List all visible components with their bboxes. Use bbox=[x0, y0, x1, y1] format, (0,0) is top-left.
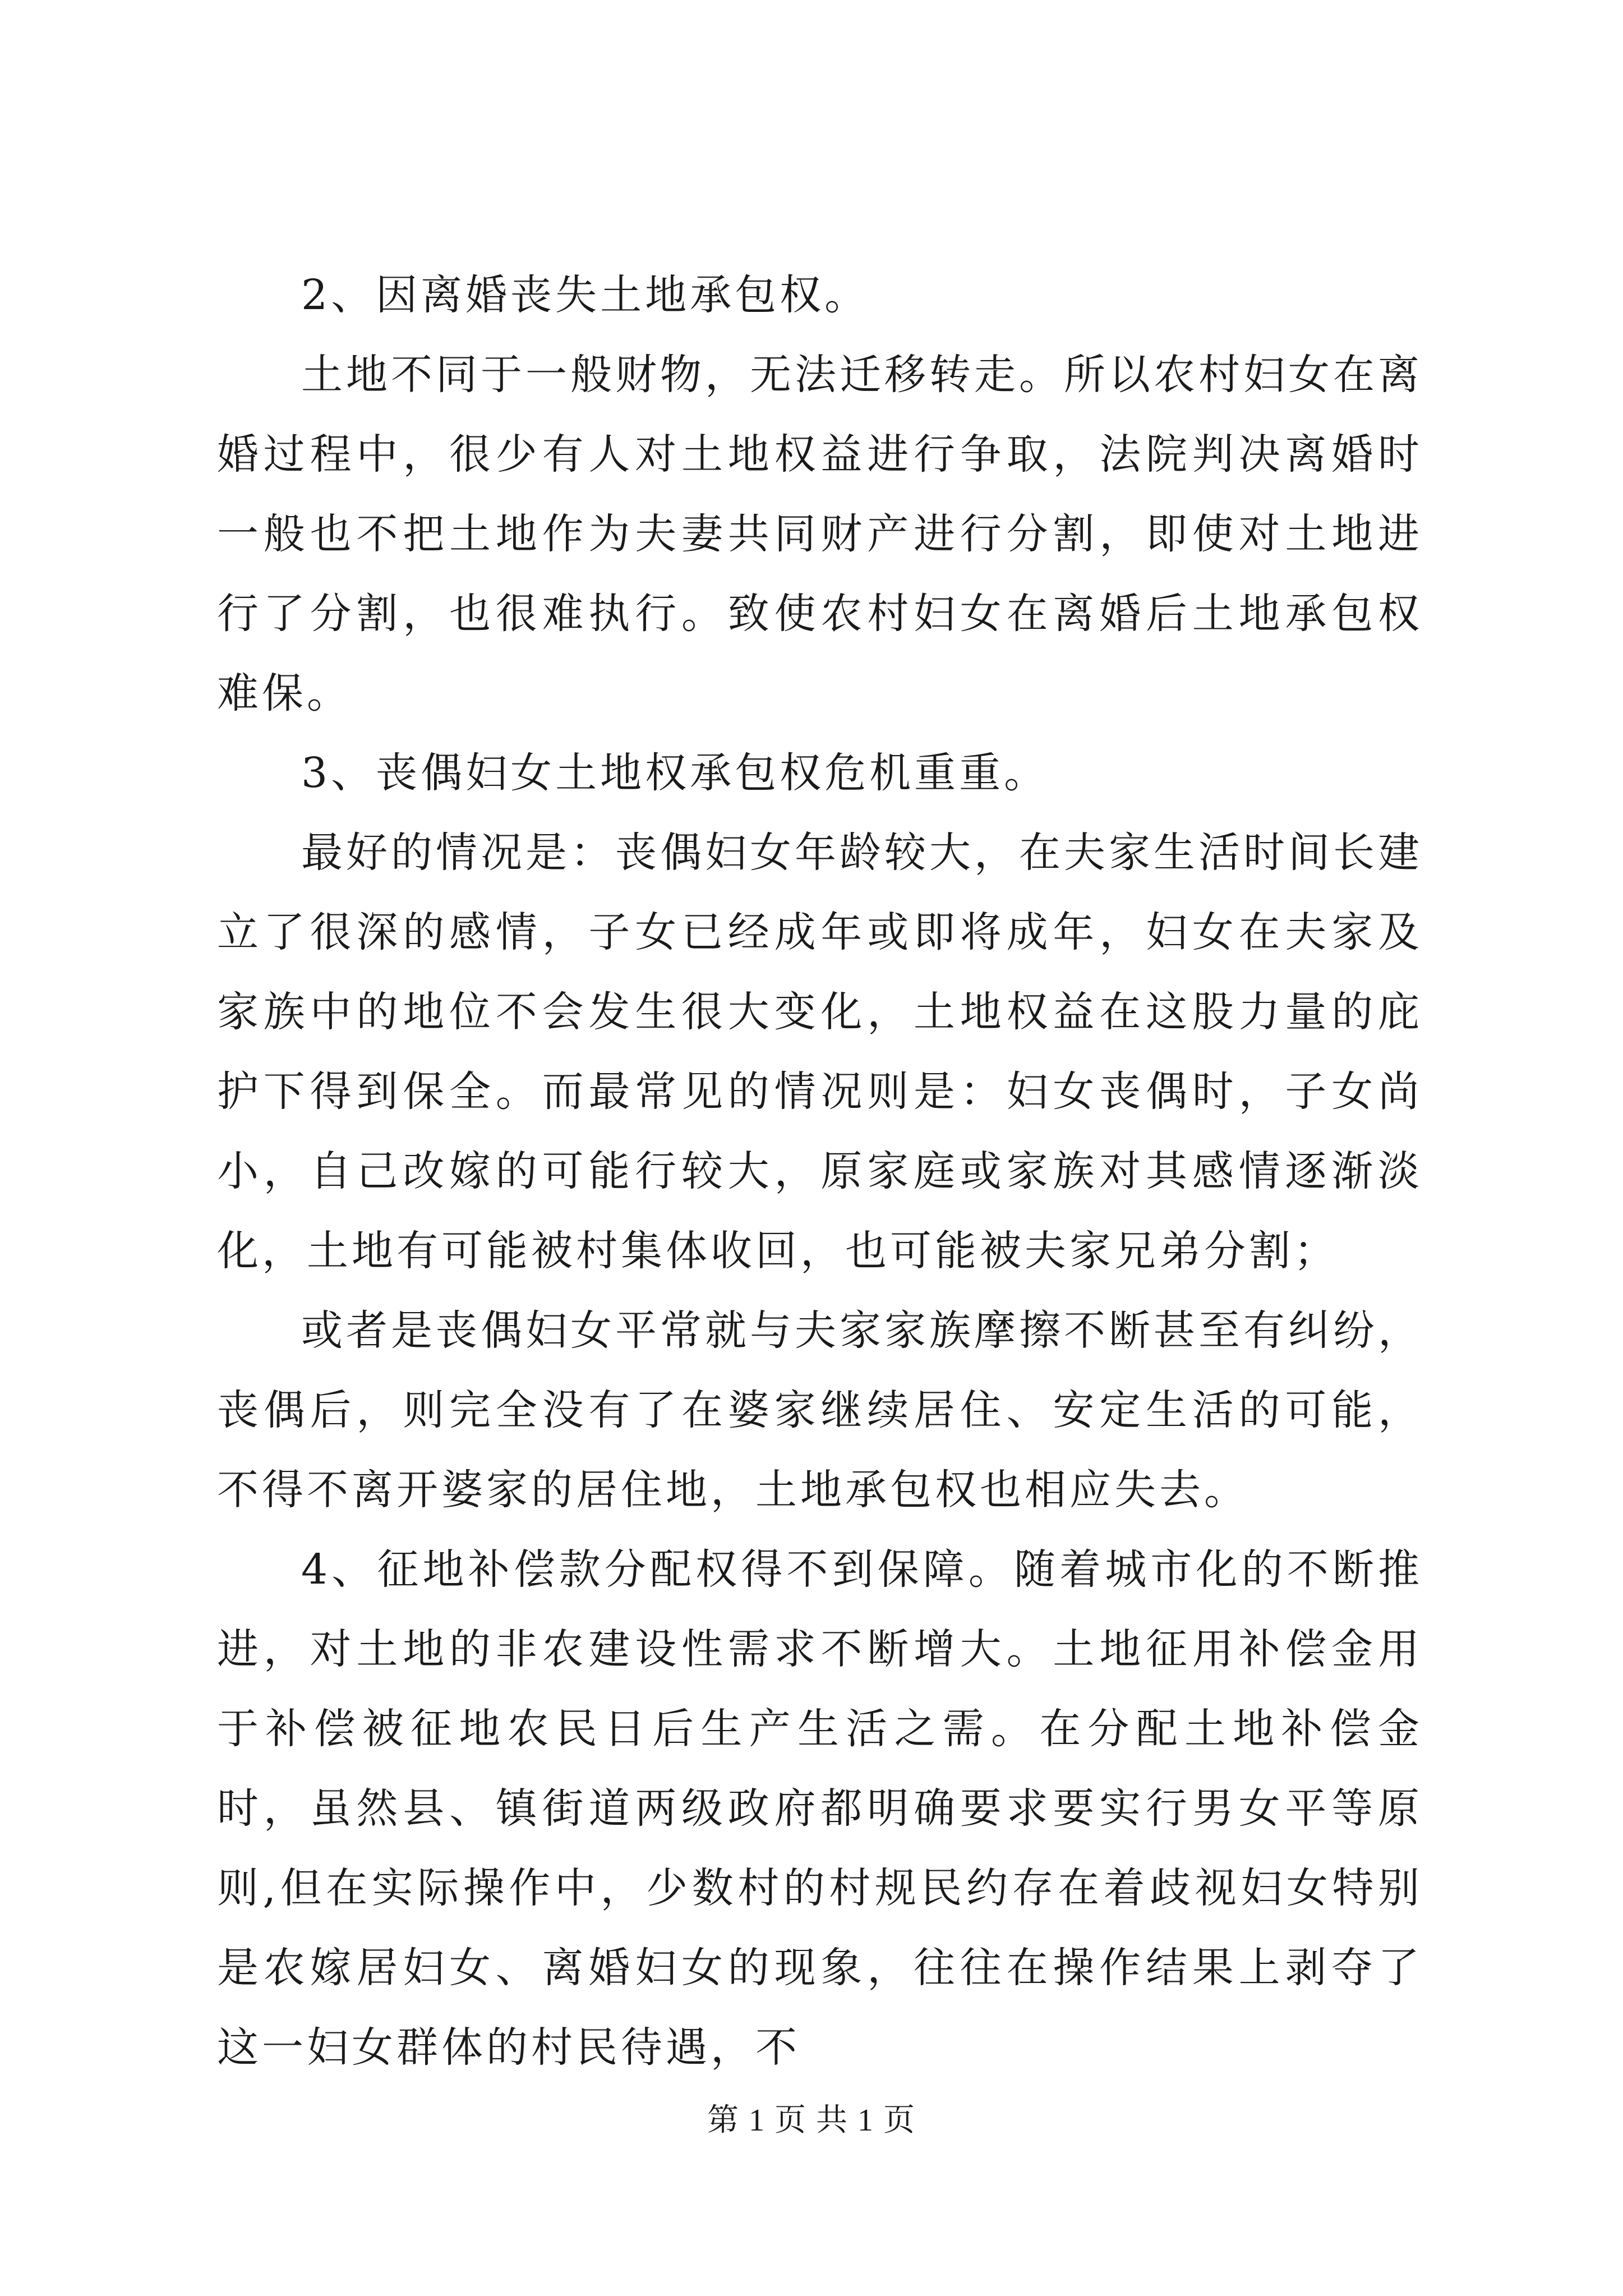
paragraph-divorce-body: 土地不同于一般财物，无法迁移转走。所以农村妇女在离婚过程中，很少有人对土地权益进行争取，法院判决离婚时一般也不把土地作为夫妻共同财产进行分割，即使对土地进行了分割，也很难执行。致使农村妇女在离婚后土地承包权难保。 bbox=[217, 351, 1423, 717]
paragraph-compensation: 4、征地补偿款分配权得不到保障。随着城市化的不断推进，对土地的非农建设性需求不断增大。土地征用补偿金用于补偿被征地农民日后生产生活之需。在分配土地补偿金时，虽然县、镇街道两级政府都明确要求要实行男女平等原则,但在实际操作中，少数村的村规民约存在着歧视妇女特别是农嫁居妇女、离婚妇女的现象，往往在操作结果上剥夺了这一妇女群体的村民待遇，不 bbox=[217, 1545, 1423, 2072]
paragraph-divorce-heading: 2、因离婚丧失土地承包权。 bbox=[301, 271, 870, 319]
document-body bbox=[217, 255, 1423, 2087]
paragraph-widow-heading: 3、丧偶妇女土地权承包权危机重重。 bbox=[301, 749, 1049, 797]
paragraph-widow-body: 最好的情况是：丧偶妇女年龄较大，在夫家生活时间长建立了很深的感情，子女已经成年或即将成年，妇女在夫家及家族中的地位不会发生很大变化，土地权益在这股力量的庇护下得到保全。而最常见的情况则是：妇女丧偶时，子女尚小，自己改嫁的可能行较大，原家庭或家族对其感情逐渐淡化，土地有可能被村集体收回，也可能被夫家兄弟分割； bbox=[217, 829, 1423, 1275]
paragraph-widow-conflict: 或者是丧偶妇女平常就与夫家家族摩擦不断甚至有纠纷，丧偶后，则完全没有了在婆家继续居住、安定生活的可能，不得不离开婆家的居住地，土地承包权也相应失去。 bbox=[217, 1306, 1423, 1514]
page-footer: 第 1 页 共 1 页 bbox=[707, 2103, 916, 2138]
